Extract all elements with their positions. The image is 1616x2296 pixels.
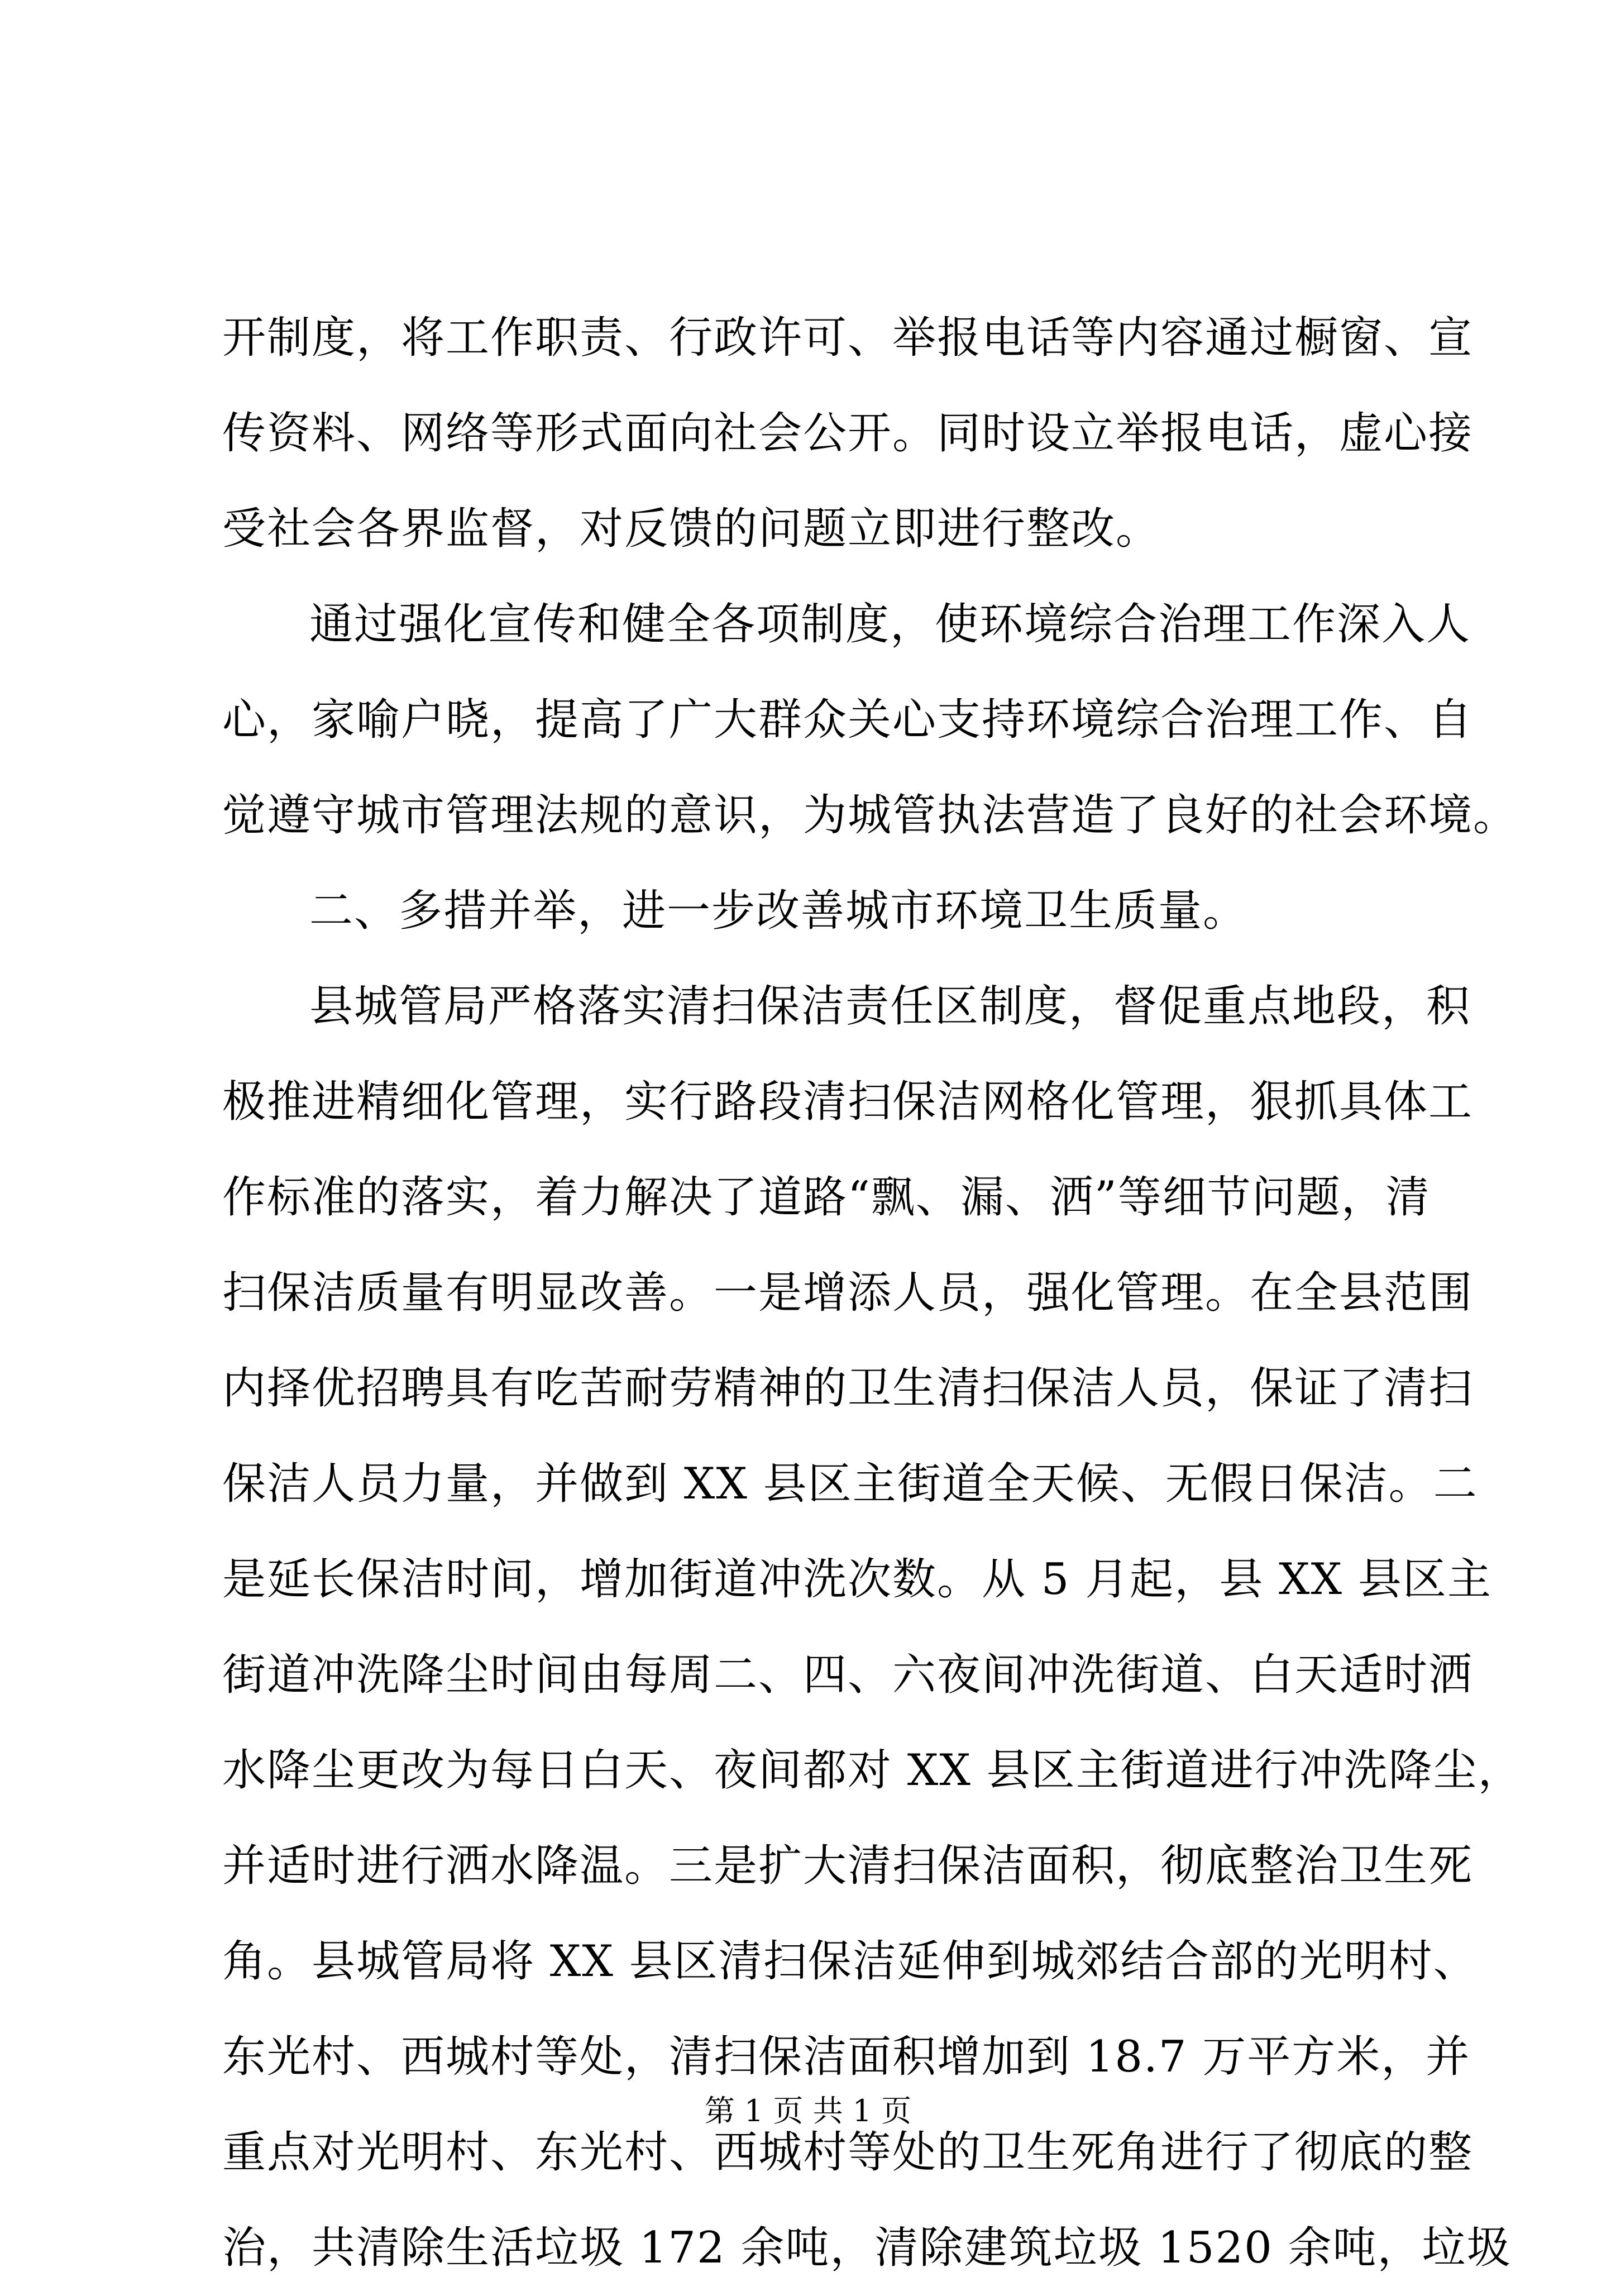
text-line: 受社会各界监督，对反馈的问题立即进行整改。 [222, 504, 1161, 554]
text-line: 东光村、西城村等处，清扫保洁面积增加到 18.7 万平方米，并 [222, 2032, 1471, 2082]
text-line: 角。县城管局将 XX 县区清扫保洁延伸到城郊结合部的光明村、 [222, 1936, 1478, 1987]
text-line: 并适时进行洒水降温。三是扩大清扫保洁面积，彻底整治卫生死 [222, 1841, 1474, 1891]
text-line: 开制度，将工作职责、行政许可、举报电话等内容通过橱窗、宣 [222, 313, 1474, 363]
text-line: 扫保洁质量有明显改善。一是增添人员，强化管理。在全县范围 [222, 1268, 1474, 1318]
text-line: 作标准的落实，着力解决了道路“飘、漏、洒”等细节问题，清 [222, 1172, 1431, 1223]
text-line: 保洁人员力量，并做到 XX 县区主街道全天候、无假日保洁。二 [222, 1459, 1478, 1509]
paragraph-start-line: 县城管局严格落实清扫保洁责任区制度，督促重点地段，积 [309, 981, 1471, 1032]
section-heading: 二、多措并举，进一步改善城市环境卫生质量。 [309, 886, 1248, 936]
text-line: 觉遵守城市管理法规的意识，为城管执法营造了良好的社会环境。 [222, 790, 1518, 841]
text-line: 心，家喻户晓，提高了广大群众关心支持环境综合治理工作、自 [222, 695, 1474, 745]
text-line: 重点对光明村、东光村、西城村等处的卫生死角进行了彻底的整 [222, 2127, 1474, 2178]
paragraph-start-line: 通过强化宣传和健全各项制度，使环境综合治理工作深入人 [309, 599, 1471, 650]
text-line: 内择优招聘具有吃苦耐劳精神的卫生清扫保洁人员，保证了清扫 [222, 1363, 1474, 1414]
text-line: 治，共清除生活垃圾 172 余吨，清除建筑垃圾 1520 余吨，垃圾 [222, 2223, 1512, 2273]
document-body [222, 290, 1523, 2296]
text-line: 是延长保洁时间，增加街道冲洗次数。从 5 月起，县 XX 县区主 [222, 1554, 1492, 1605]
text-line: 传资料、网络等形式面向社会公开。同时设立举报电话，虚心接 [222, 408, 1474, 459]
text-line: 水降尘更改为每日白天、夜间都对 XX 县区主街道进行冲洗降尘， [222, 1745, 1523, 1796]
text-line: 街道冲洗降尘时间由每周二、四、六夜间冲洗街道、白天适时洒 [222, 1650, 1474, 1700]
text-line: 极推进精细化管理，实行路段清扫保洁网格化管理，狠抓具体工 [222, 1077, 1474, 1127]
page-footer: 第 1 页 共 1 页 [704, 2093, 912, 2128]
